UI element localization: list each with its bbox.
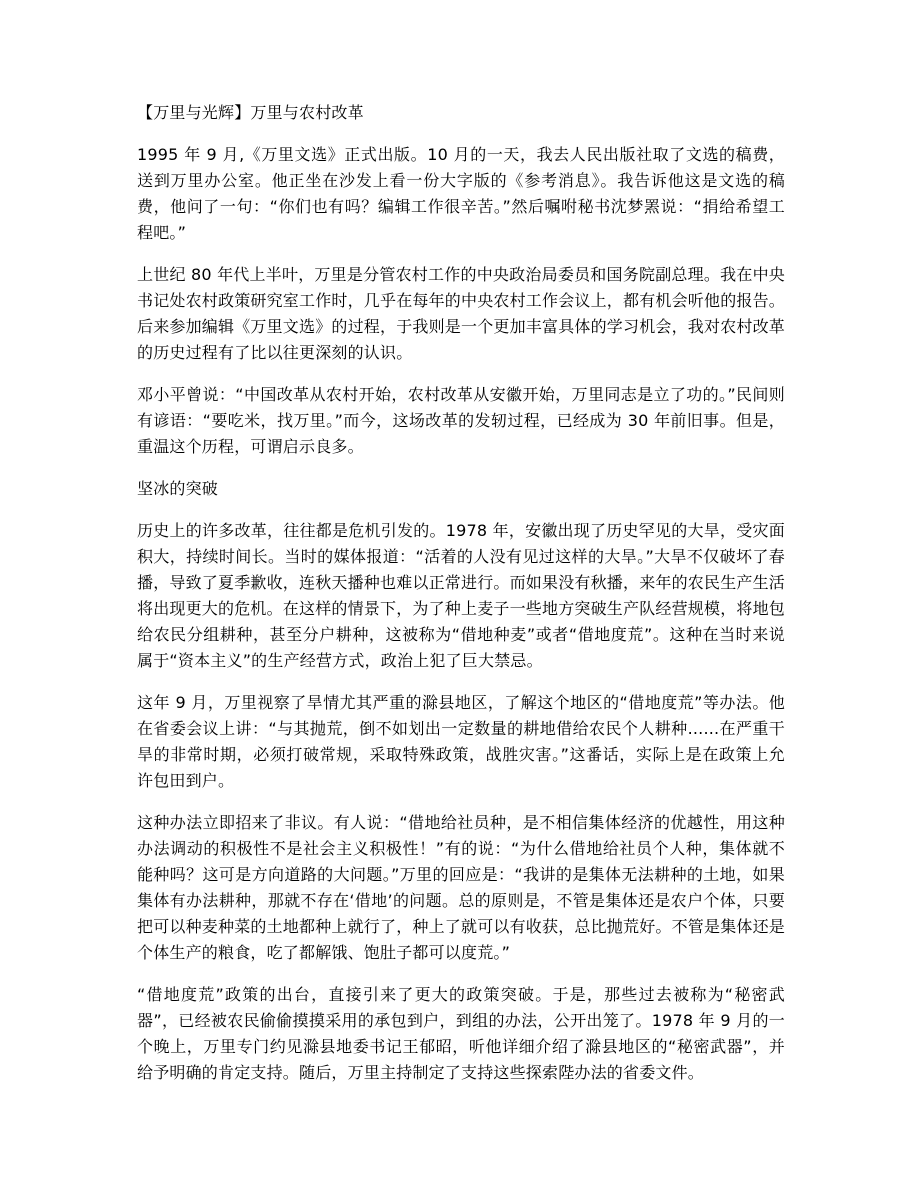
article-title: 【万里与光辉】万里与农村改革 [137,103,364,122]
paragraph: 这种办法立即招来了非议。有人说：“借地给社员种，是不相信集体经济的优越性，用这种办法调动的积极性不是社会主义积极性！”有的说：“为什么借地给社员个人种，集体就不能种吗？这可是方向道路的大问题。”万里的回应是：“我讲的是集体无法耕种的土地，如果集体有办法耕种，那就不存在‘借地’的问题。总的原则是，不管是集体还是农户个体，只要把可以种麦种菜的土地都种上就行了，种上了就可以有收获，总比抛荒好。不管是集体还是个体生产的粮食，吃了都解饿、饱肚子都可以度荒。” [137,813,786,962]
paragraph: 上世纪 80 年代上半叶，万里是分管农村工作的中央政治局委员和国务院副总理。我在中央书记处农村政策研究室工作时，几乎在每年的中央农村工作会议上，都有机会听他的报告。后来参加编辑《万里文选》的过程，于我则是一个更加丰富具体的学习机会，我对农村改革的历史过程有了比以往更深刻的认识。 [137,265,786,362]
section-heading: 坚冰的突破 [137,479,219,498]
paragraph: 历史上的许多改革，往往都是危机引发的。1978 年，安徽出现了历史罕见的大旱，受灾面积大，持续时间长。当时的媒体报道：“活着的人没有见过这样的大旱。”大旱不仅破坏了春播，导致了夏季歉收，连秋天播种也难以正常进行。而如果没有秋播，来年的农民生产生活将出现更大的危机。在这样的情景下，为了种上麦子一些地方突破生产队经营规模，将地包给农民分组耕种，甚至分户耕种，这被称为“借地种麦”或者“借地度荒”。这种在当时来说属于“资本主义”的生产经营方式，政治上犯了巨大禁忌。 [137,521,786,670]
paragraph: 1995 年 9 月,《万里文选》正式出版。10 月的一天，我去人民出版社取了文选的稿费，送到万里办公室。他正坐在沙发上看一份大字版的《参考消息》。我告诉他这是文选的稿费，他问了一句：“你们也有吗？编辑工作很辛苦。”然后嘱咐秘书沈梦罴说：“捐给希望工程吧。” [137,145,785,242]
paragraph: “借地度荒”政策的出台，直接引来了更大的政策突破。于是，那些过去被称为“秘密武器”，已经被农民偷偷摸摸采用的承包到户，到组的办法，公开出笼了。1978 年 9 月的一个晚上，万里专门约见滁县地委书记王郁昭，听他详细介绍了滁县地区的“秘密武器”，并给予明确的肯定支持。随后，万里主持制定了支持这些探索陛办法的省委文件。 [137,985,785,1082]
paragraph: 邓小平曾说：“中国改革从农村开始，农村改革从安徽开始，万里同志是立了功的。”民间则有谚语：“要吃米，找万里。”而今，这场改革的发轫过程，已经成为 30 年前旧事。但是，重温这个历程，可谓启示良多。 [137,385,785,456]
paragraph: 这年 9 月，万里视察了旱情尤其严重的滁县地区，了解这个地区的“借地度荒”等办法。他在省委会议上讲：“与其抛荒，倒不如划出一定数量的耕地借给农民个人耕种......在严重干旱的非常时期，必须打破常规，采取特殊政策，战胜灾害。”这番话，实际上是在政策上允许包田到户。 [137,693,785,790]
article-body [137,100,785,1102]
